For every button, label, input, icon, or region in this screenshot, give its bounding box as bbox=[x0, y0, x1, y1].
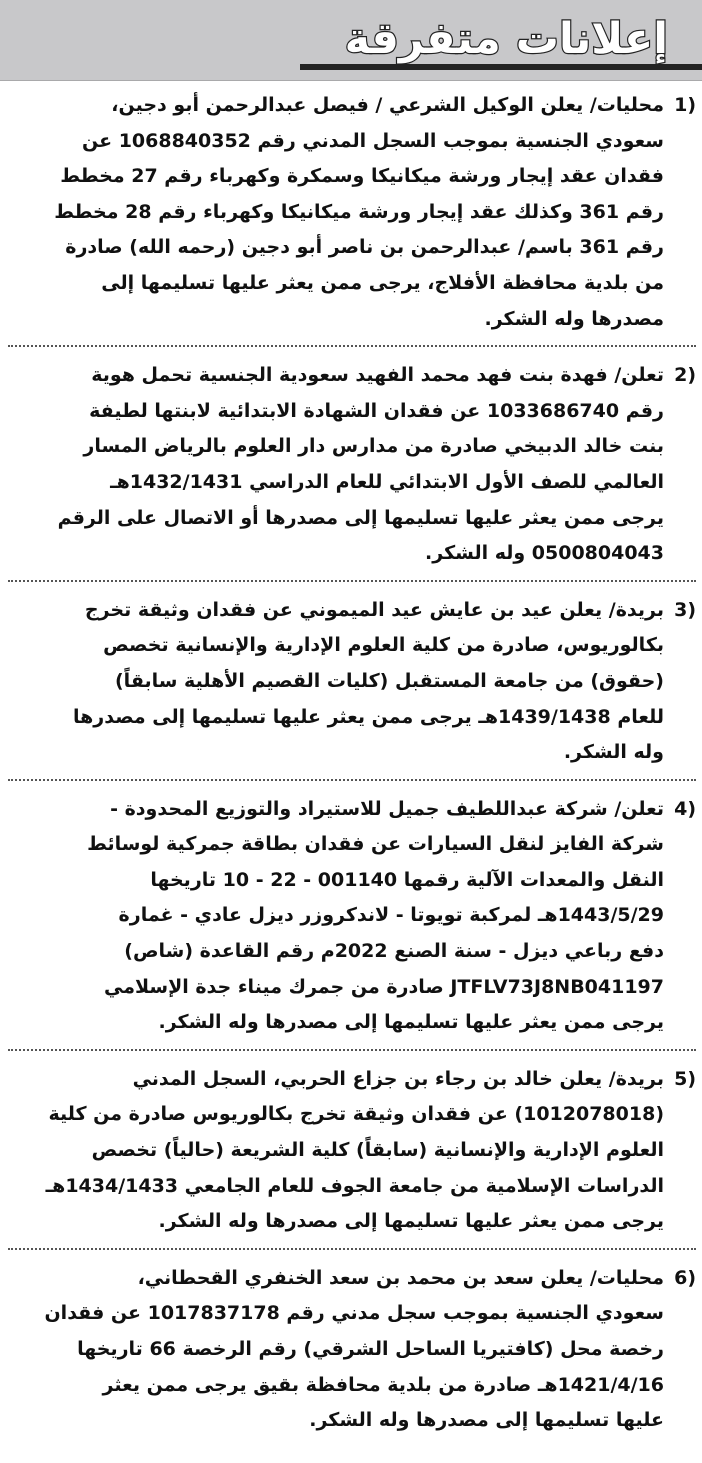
notice-text-line: العلوم الإدارية والإنسانية (سابقاً) كلية الشريعة (حالياً) تخصص bbox=[91, 1139, 664, 1162]
notice-text-line: عليها تسليمها إلى مصدرها وله الشكر. bbox=[309, 1409, 664, 1432]
notice-item bbox=[8, 358, 696, 572]
notice-item bbox=[8, 1062, 696, 1240]
notice-text-line: سعودي الجنسية بموجب السجل المدني رقم 1068840352 عن bbox=[81, 129, 664, 152]
notice-text-line: رقم 361 وكذلك عقد إيجار ورشة ميكانيكا وكهرباء رقم 28 مخطط bbox=[54, 200, 664, 223]
notice-text-line: شركة الفايز لنقل السيارات عن فقدان بطاقة جمركية لوسائط bbox=[87, 833, 664, 856]
notice-item bbox=[8, 88, 696, 337]
notice-text-line: JTFLV73J8NB041197 صادرة من جمرك ميناء جدة الإسلامي bbox=[103, 975, 664, 998]
notice-text-line: بريدة/ يعلن عيد بن عايش عيد الميموني عن فقدان وثيقة تخرج bbox=[84, 598, 664, 621]
notice-text-line: للعام 1439/1438هـ يرجى ممن يعثر عليها تسليمها إلى مصدرها bbox=[72, 705, 664, 728]
section-header bbox=[0, 0, 702, 81]
notice-text-line: بنت خالد الدبيخي صادرة من مدارس دار العلوم بالرياض المسار bbox=[83, 435, 664, 458]
notice-text-line: 1443/5/29هـ لمركبة تويوتا - لاندكروزر ديزل عادي - غمارة bbox=[118, 904, 664, 927]
notice-text-line: العالمي للصف الأول الابتدائي للعام الدراسي 1432/1431هـ bbox=[110, 470, 664, 493]
notice-text-line: من بلدية محافظة الأفلاج، يرجى ممن يعثر عليها تسليمها إلى bbox=[101, 271, 664, 294]
notice-text-line: فقدان عقد إيجار ورشة ميكانيكا وسمكرة وكهرباء رقم 27 مخطط bbox=[60, 165, 664, 188]
notice-text-line: مصدرها وله الشكر. bbox=[484, 307, 664, 330]
notice-text-line: بريدة/ يعلن خالد بن رجاء بن جزاع الحربي، السجل المدني bbox=[132, 1067, 664, 1090]
notice-text-line: يرجى ممن يعثر عليها تسليمها إلى مصدرها وله الشكر. bbox=[158, 1210, 664, 1233]
notice-number: 6) bbox=[674, 1266, 696, 1289]
notice-item bbox=[8, 593, 696, 771]
notice-text-line: (حقوق) من جامعة المستقبل (كليات القصيم الأهلية سابقاً) bbox=[115, 669, 664, 692]
notice-text-line: تعلن/ فهدة بنت فهد محمد الفهيد سعودية الجنسية تحمل هوية bbox=[91, 364, 664, 387]
notice-text-line: سعودي الجنسية بموجب سجل مدني رقم 1017837178 عن فقدان bbox=[44, 1302, 664, 1325]
notice-text-line: وله الشكر. bbox=[563, 741, 664, 764]
notice-text-line: محليات/ يعلن الوكيل الشرعي / فيصل عبدالرحمن أبو دجين، bbox=[111, 94, 664, 116]
notice-text-line: (1012078018) عن فقدان وثيقة تخرج بكالوريوس صادرة من كلية bbox=[48, 1103, 664, 1126]
notice-text-line: يرجى ممن يعثر عليها تسليمها إلى مصدرها أو الاتصال على الرقم bbox=[57, 506, 664, 529]
notice-text-line: 1421/4/16هـ صادرة من بلدية محافظة بقيق يرجى ممن يعثر bbox=[102, 1373, 664, 1396]
section-title: إعلانات متفرقة bbox=[344, 14, 668, 64]
notice-text-line: يرجى ممن يعثر عليها تسليمها إلى مصدرها وله الشكر. bbox=[158, 1011, 664, 1034]
notice-text-line: تعلن/ شركة عبداللطيف جميل للاستيراد والتوزيع المحدودة - bbox=[110, 797, 664, 820]
notice-divider bbox=[8, 1248, 696, 1251]
notice-text-line: رخصة محل (كافتيريا الساحل الشرقي) رقم الرخصة 66 تاريخها bbox=[77, 1338, 664, 1360]
notice-divider bbox=[8, 1049, 696, 1052]
notice-divider bbox=[8, 779, 696, 782]
notice-number: 1) bbox=[674, 94, 696, 116]
notice-divider bbox=[8, 580, 696, 583]
notice-number: 5) bbox=[674, 1067, 696, 1090]
notice-text-line: محليات/ يعلن سعد بن محمد بن سعد الخنفري القحطاني، bbox=[137, 1266, 664, 1289]
notice-text-line: الدراسات الإسلامية من جامعة الجوف للعام الجامعي 1434/1433هـ bbox=[45, 1174, 664, 1197]
notice-item bbox=[8, 792, 696, 1041]
notice-text-line: رقم 1033686740 عن فقدان الشهادة الابتدائية لابنتها لطيفة bbox=[89, 399, 664, 422]
notice-text-line: بكالوريوس، صادرة من كلية العلوم الإدارية والإنسانية تخصص bbox=[103, 634, 664, 657]
notice-number: 4) bbox=[674, 797, 696, 820]
notice-number: 2) bbox=[674, 364, 696, 387]
notices-list bbox=[8, 88, 696, 1439]
notice-text-line: رقم 361 باسم/ عبدالرحمن بن ناصر أبو دجين (رحمه الله) صادرة bbox=[65, 236, 664, 259]
notice-text-line: 0500804043 وله الشكر. bbox=[425, 542, 664, 565]
notice-number: 3) bbox=[674, 598, 696, 621]
header-underline bbox=[300, 64, 702, 70]
notice-divider bbox=[8, 345, 696, 348]
notice-text-line: دفع رباعي ديزل - سنة الصنع 2022م رقم القاعدة (شاص) bbox=[124, 940, 664, 963]
notice-text-line: النقل والمعدات الآلية رقمها 001140 - 22 - 10 تاريخها bbox=[150, 868, 664, 891]
notice-item bbox=[8, 1261, 696, 1439]
